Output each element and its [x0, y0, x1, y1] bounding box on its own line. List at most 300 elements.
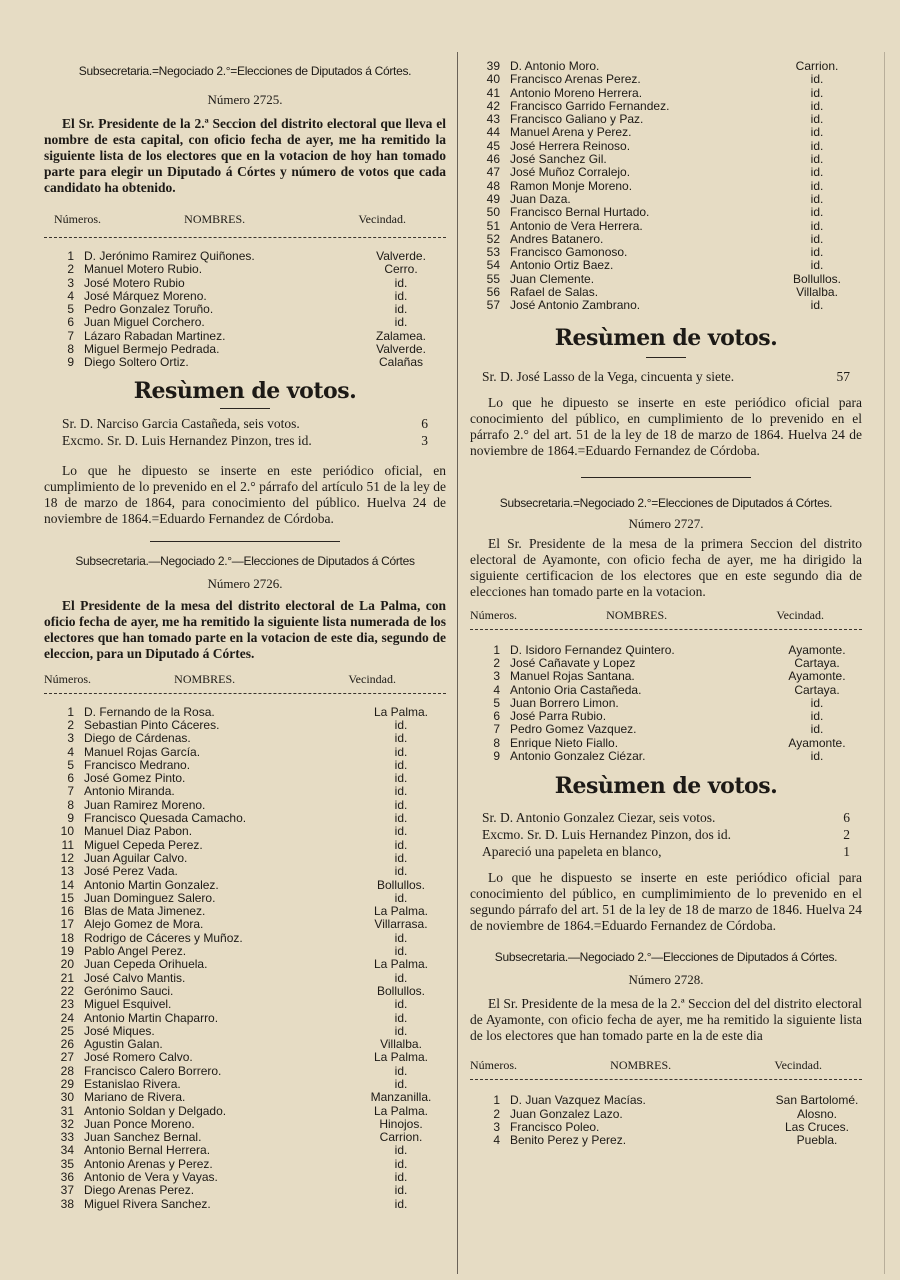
row-number: 41 — [486, 85, 500, 100]
row-number: 11 — [61, 837, 74, 852]
elector-vecindad: id. — [394, 944, 408, 959]
elector-name: Estanislao Rivera. — [84, 1076, 181, 1091]
resumen-title: Resùmen de votos. — [554, 773, 778, 800]
vote-count: 2 — [843, 827, 850, 843]
row-number: 31 — [60, 1103, 74, 1118]
elector-name: Enrique Nieto Fiallo. — [510, 735, 619, 750]
elector-vecindad: id. — [394, 1063, 408, 1078]
elector-vecindad: id. — [394, 850, 408, 865]
table-row — [44, 263, 446, 276]
ornament-rule — [646, 357, 686, 358]
elector-name: Miguel Cepeda Perez. — [84, 837, 203, 852]
vote-count: 1 — [843, 844, 850, 860]
table-row — [44, 932, 446, 945]
elector-vecindad: id. — [810, 722, 824, 737]
elector-name: Miguel Esquivel. — [84, 997, 172, 1012]
elector-vecindad: Las Cruces. — [784, 1119, 850, 1134]
notice-2725 — [44, 64, 446, 527]
vote-summary — [470, 809, 862, 860]
table-row — [470, 670, 862, 683]
header-rule — [44, 693, 446, 694]
col-names: NOMBRES. — [610, 1058, 672, 1073]
elector-vecindad: id. — [394, 731, 408, 746]
row-number: 3 — [493, 669, 500, 684]
table-row — [44, 1091, 446, 1104]
elector-vecindad: id. — [810, 98, 824, 113]
elector-vecindad: id. — [394, 1196, 408, 1211]
table-row — [44, 356, 446, 369]
elector-name: Rodrigo de Cáceres y Muñoz. — [84, 930, 243, 945]
table-row — [470, 299, 862, 312]
elector-name: Miguel Bermejo Pedrada. — [84, 342, 220, 357]
elector-name: Juan Ramirez Moreno. — [84, 797, 206, 812]
elector-vecindad: Cartaya. — [794, 655, 840, 670]
row-number: 26 — [60, 1037, 74, 1052]
table-header — [44, 212, 446, 227]
table-row — [44, 1038, 446, 1051]
elector-name: Antonio Ortiz Baez. — [510, 258, 614, 273]
elector-name: Alejo Gomez de Mora. — [84, 917, 204, 932]
elector-vecindad: id. — [810, 695, 824, 710]
table-row — [44, 905, 446, 918]
elector-vecindad: Bollullos. — [792, 271, 842, 286]
table-row — [44, 985, 446, 998]
elector-name: Francisco Garrido Fernandez. — [510, 98, 670, 113]
row-number: 8 — [67, 342, 74, 357]
elector-vecindad: Zalamea. — [375, 328, 427, 343]
table-row — [44, 1144, 446, 1157]
notice-intro: El Presidente de la mesa del distrito electoral de La Palma, con oficio fecha de ayer, me ha remitido la siguiente lista numerada de los electores que han tomado parte en la votacion de este dia, segundo de eleccion, para un Diputado á Córtes. — [44, 597, 446, 661]
notice-header: Subsecretaria.=Negociado 2.°=Elecciones de Diputados á Córtes. — [499, 495, 833, 510]
elector-vecindad: id. — [394, 811, 408, 826]
row-number: 14 — [60, 877, 74, 892]
table-row — [470, 697, 862, 710]
elector-vecindad: La Palma. — [373, 1050, 429, 1065]
col-names: NOMBRES. — [174, 671, 236, 686]
elector-name: D. Juan Vazquez Macías. — [510, 1093, 646, 1108]
elector-name: Francisco Arenas Perez. — [510, 72, 641, 87]
row-number: 1 — [67, 704, 74, 719]
elector-vecindad: Alosno. — [796, 1106, 838, 1121]
table-row — [44, 1065, 446, 1078]
elector-vecindad: id. — [394, 302, 408, 317]
elector-vecindad: Villalba. — [380, 1037, 422, 1052]
elector-name: José Gomez Pinto. — [84, 771, 186, 786]
col-numbers: Números. — [54, 212, 101, 226]
elector-vecindad: id. — [394, 890, 408, 905]
elector-name: D. Fernando de la Rosa. — [84, 704, 215, 719]
elector-name: José Muñoz Corralejo. — [510, 165, 631, 180]
row-number: 4 — [493, 682, 500, 697]
notice-closing: Lo que he dipuesto se inserte en este periódico oficial para conocimiento del público, en cumplimiento de lo prevenido en el párrafo 2.° del art. 51 de la ley de 18 de marzo de 1864. Huelva 24 de noviembre de 1864.=Eduardo Fernandez de Córdoba. — [470, 394, 862, 458]
elector-vecindad: La Palma. — [373, 904, 429, 919]
row-number: 1 — [493, 642, 500, 657]
elector-vecindad: id. — [810, 178, 824, 193]
col-names: NOMBRES. — [184, 212, 246, 226]
table-row — [470, 113, 862, 126]
table-row — [44, 1078, 446, 1091]
elector-name: Antonio de Vera Herrera. — [510, 218, 643, 233]
elector-vecindad: Carrion. — [795, 59, 839, 73]
row-number: 35 — [60, 1156, 74, 1171]
row-number: 24 — [60, 1010, 74, 1025]
elector-name: Juan Cepeda Orihuela. — [84, 957, 208, 972]
row-number: 5 — [493, 695, 500, 710]
table-row — [470, 220, 862, 233]
elector-name: José Cañavate y Lopez — [510, 655, 636, 670]
elector-name: Pablo Angel Perez. — [84, 944, 187, 959]
notice-number: Número 2726. — [207, 575, 283, 591]
table-row — [44, 732, 446, 745]
elector-vecindad: id. — [394, 824, 408, 839]
elector-name: José Romero Calvo. — [84, 1050, 193, 1065]
table-row — [470, 723, 862, 736]
vote-line — [482, 826, 850, 843]
candidate-votes: Sr. D. Antonio Gonzalez Ciezar, seis votos. — [482, 810, 716, 826]
row-number: 1 — [67, 249, 74, 263]
elector-name: Blas de Mata Jimenez. — [84, 904, 206, 919]
elector-vecindad: id. — [394, 1170, 408, 1185]
row-number: 2 — [493, 655, 500, 670]
elector-vecindad: Bollullos. — [376, 877, 426, 892]
table-row — [470, 60, 862, 73]
table-header — [470, 608, 862, 623]
table-row — [470, 657, 862, 670]
notice-2726 — [44, 554, 446, 1211]
table-header — [44, 672, 446, 687]
col-vecindad: Vecindad. — [358, 212, 406, 226]
elector-name: José Parra Rubio. — [510, 709, 607, 724]
elector-name: Francisco Quesada Camacho. — [84, 811, 247, 826]
elector-name: Manuel Rojas García. — [84, 744, 201, 759]
row-number: 47 — [486, 165, 500, 180]
row-number: 13 — [60, 864, 74, 879]
elector-name: Antonio Bernal Herrera. — [84, 1143, 211, 1158]
elector-name: Antonio Miranda. — [84, 784, 175, 799]
table-row — [44, 1051, 446, 1064]
col-vecindad: Vecindad. — [774, 1058, 822, 1073]
elector-name: Juan Ponce Moreno. — [84, 1116, 195, 1131]
elector-name: Diego Arenas Perez. — [84, 1183, 195, 1198]
row-number: 49 — [486, 191, 500, 206]
elector-name: Benito Perez y Perez. — [510, 1133, 627, 1148]
elector-name: Andres Batanero. — [510, 231, 604, 246]
row-number: 19 — [60, 944, 74, 959]
elector-vecindad: id. — [394, 757, 408, 772]
elector-vecindad: id. — [810, 138, 824, 153]
vote-summary — [470, 368, 862, 385]
elector-table — [44, 250, 446, 370]
table-row — [44, 865, 446, 878]
col-numbers: Números. — [470, 607, 517, 622]
right-edge-rule — [884, 52, 885, 1274]
table-row — [44, 1184, 446, 1197]
elector-vecindad: id. — [394, 970, 408, 985]
row-number: 27 — [60, 1050, 74, 1065]
elector-vecindad: id. — [810, 749, 824, 764]
table-row — [470, 273, 862, 286]
elector-name: Juan Dominguez Salero. — [84, 890, 216, 905]
elector-vecindad: Bollullos. — [376, 983, 426, 998]
elector-vecindad: id. — [394, 275, 408, 290]
row-number: 22 — [60, 983, 74, 998]
row-number: 34 — [60, 1143, 74, 1158]
row-number: 9 — [67, 811, 74, 826]
elector-vecindad: Puebla. — [796, 1133, 838, 1148]
elector-name: Juan Gonzalez Lazo. — [510, 1106, 623, 1121]
row-number: 44 — [486, 125, 500, 140]
elector-vecindad: Manzanilla. — [370, 1090, 432, 1105]
row-number: 2 — [67, 262, 74, 277]
row-number: 20 — [60, 957, 74, 972]
elector-vecindad: Cerro. — [384, 262, 418, 277]
table-row — [44, 1198, 446, 1211]
elector-vecindad: Villarrasa. — [374, 917, 428, 932]
row-number: 48 — [486, 178, 500, 193]
elector-name: Pedro Gonzalez Toruño. — [84, 302, 214, 317]
notice-intro: El Sr. Presidente de la 2.ª Seccion del distrito electoral que lleva el nombre de esta capital, con oficio fecha de ayer, me ha remitido la siguiente lista de los electores que en la votacion de hoy han tomado parte para elegir un Diputado á Córtes y número de votos que cada candidato ha obtenido. — [44, 116, 446, 195]
elector-name: D. Jerónimo Ramirez Quiñones. — [84, 249, 255, 263]
row-number: 33 — [60, 1130, 74, 1145]
table-row — [470, 180, 862, 193]
ornament-rule — [220, 408, 270, 409]
col-vecindad: Vecindad. — [776, 607, 824, 622]
elector-vecindad: Valverde. — [376, 249, 426, 263]
elector-vecindad: Carrion. — [379, 1130, 423, 1145]
table-row — [470, 140, 862, 153]
table-row — [470, 233, 862, 246]
col-names: NOMBRES. — [606, 607, 668, 622]
elector-name: Pedro Gomez Vazquez. — [510, 722, 637, 737]
elector-name: José Perez Vada. — [84, 864, 178, 879]
notice-number: Número 2725. — [207, 92, 283, 107]
table-row — [44, 772, 446, 785]
row-number: 28 — [60, 1063, 74, 1078]
elector-name: Diego Soltero Ortiz. — [84, 355, 189, 370]
elector-vecindad: id. — [810, 125, 824, 140]
elector-name: Mariano de Rivera. — [84, 1090, 186, 1105]
table-row — [44, 958, 446, 971]
elector-name: Antonio Martin Gonzalez. — [84, 877, 219, 892]
elector-name: Francisco Medrano. — [84, 757, 191, 772]
table-row — [470, 710, 862, 723]
row-number: 21 — [60, 970, 74, 985]
table-row — [44, 1171, 446, 1184]
row-number: 52 — [486, 231, 500, 246]
row-number: 18 — [60, 930, 74, 945]
table-row — [470, 286, 862, 299]
elector-name: Manuel Arena y Perez. — [510, 125, 632, 140]
elector-name: Agustin Galan. — [84, 1037, 163, 1052]
row-number: 57 — [486, 298, 500, 313]
table-header — [470, 1058, 862, 1073]
elector-vecindad: La Palma. — [373, 704, 429, 719]
elector-table — [470, 1094, 862, 1147]
elector-name: Rafael de Salas. — [510, 285, 599, 300]
table-row — [44, 250, 446, 263]
elector-vecindad: Ayamonte. — [788, 642, 846, 657]
table-row — [44, 343, 446, 356]
row-number: 32 — [60, 1116, 74, 1131]
vote-line — [62, 415, 428, 432]
elector-name: Francisco Poleo. — [510, 1119, 600, 1134]
row-number: 1 — [493, 1093, 500, 1108]
elector-vecindad: id. — [810, 231, 824, 246]
table-row — [44, 330, 446, 343]
elector-name: Juan Clemente. — [510, 271, 595, 286]
table-row — [470, 100, 862, 113]
table-row — [470, 1134, 862, 1147]
table-row — [44, 1118, 446, 1131]
row-number: 40 — [486, 72, 500, 87]
elector-name: Miguel Rivera Sanchez. — [84, 1196, 211, 1211]
elector-name: Antonio Soldan y Delgado. — [84, 1103, 227, 1118]
table-row — [44, 746, 446, 759]
table-row — [470, 87, 862, 100]
row-number: 25 — [60, 1023, 74, 1038]
table-row — [470, 166, 862, 179]
col-vecindad: Vecindad. — [348, 671, 396, 686]
elector-table-continued — [470, 60, 862, 313]
table-row — [44, 799, 446, 812]
elector-name: Antonio Martin Chaparro. — [84, 1010, 219, 1025]
col-numbers: Números. — [44, 671, 91, 686]
row-number: 8 — [67, 797, 74, 812]
row-number: 37 — [60, 1183, 74, 1198]
elector-vecindad: Ayamonte. — [788, 735, 846, 750]
notice-header: Subsecretaria.=Negociado 2.°=Elecciones de Diputados á Córtes. — [78, 64, 412, 78]
elector-table — [44, 706, 446, 1211]
elector-name: Antonio Moreno Herrera. — [510, 85, 643, 100]
table-row — [44, 879, 446, 892]
elector-name: Antonio de Vera y Vayas. — [84, 1170, 218, 1185]
table-row — [470, 1094, 862, 1107]
vote-count: 3 — [421, 432, 428, 448]
elector-name: José Sanchez Gil. — [510, 152, 607, 167]
row-number: 4 — [493, 1133, 500, 1148]
row-number: 42 — [486, 98, 500, 113]
table-row — [470, 153, 862, 166]
row-number: 12 — [60, 850, 74, 865]
row-number: 7 — [493, 722, 500, 737]
elector-name: José Motero Rubio — [84, 275, 185, 290]
table-row — [44, 719, 446, 732]
header-rule — [470, 629, 862, 630]
elector-vecindad: id. — [394, 1183, 408, 1198]
elector-vecindad: id. — [394, 997, 408, 1012]
table-row — [470, 737, 862, 750]
elector-vecindad: id. — [810, 72, 824, 87]
table-row — [470, 126, 862, 139]
elector-vecindad: Hinojos. — [379, 1116, 423, 1131]
column-divider — [457, 52, 458, 1274]
row-number: 46 — [486, 152, 500, 167]
notice-header: Subsecretaria.—Negociado 2.°—Elecciones de Diputados á Córtes — [75, 553, 415, 568]
table-row — [44, 825, 446, 838]
candidate-votes: Excmo. Sr. D. Luis Hernandez Pinzon, tres id. — [62, 432, 312, 448]
header-rule — [44, 237, 446, 238]
elector-name: Antonio Oria Castañeda. — [510, 682, 642, 697]
row-number: 4 — [67, 744, 74, 759]
elector-vecindad: id. — [394, 1076, 408, 1091]
row-number: 2 — [493, 1106, 500, 1121]
row-number: 29 — [60, 1076, 74, 1091]
row-number: 15 — [60, 890, 74, 905]
row-number: 9 — [493, 749, 500, 764]
elector-table — [470, 644, 862, 764]
candidate-votes: Excmo. Sr. D. Luis Hernandez Pinzon, dos id. — [482, 827, 731, 843]
table-row — [44, 812, 446, 825]
elector-vecindad: id. — [810, 191, 824, 206]
notice-closing: Lo que he dispuesto se inserte en este periódico oficial para conocimiento del público, en cumplimimiento de lo prevenido en el segundo párrafo del art. 51 de la ley de 18 de marzo de 1846. Huelva 24 de noviembre de 1864.=Eduardo Fernandez de Córdoba. — [470, 870, 862, 934]
elector-name: Francisco Galiano y Paz. — [510, 112, 644, 127]
table-row — [470, 1121, 862, 1134]
vote-count: 6 — [421, 415, 428, 431]
right-column — [470, 60, 862, 1148]
elector-vecindad: La Palma. — [373, 1103, 429, 1118]
row-number: 6 — [67, 771, 74, 786]
elector-name: Juan Borrero Limon. — [510, 695, 619, 710]
row-number: 8 — [493, 735, 500, 750]
elector-name: Juan Daza. — [510, 191, 571, 206]
vote-line — [482, 843, 850, 860]
table-row — [44, 277, 446, 290]
elector-name: Juan Miguel Corchero. — [84, 315, 205, 330]
notice-number: Número 2727. — [628, 515, 704, 531]
row-number: 53 — [486, 245, 500, 260]
elector-name: D. Isidoro Fernandez Quintero. — [510, 642, 675, 657]
table-row — [44, 1105, 446, 1118]
elector-vecindad: id. — [394, 930, 408, 945]
notice-header: Subsecretaria.—Negociado 2.°—Elecciones de Diputados á Córtes. — [494, 950, 838, 965]
elector-name: Manuel Motero Rubio. — [84, 262, 203, 277]
elector-name: José Calvo Mantis. — [84, 970, 186, 985]
table-row — [44, 972, 446, 985]
elector-vecindad: id. — [394, 837, 408, 852]
elector-vecindad: id. — [810, 112, 824, 127]
elector-name: Ramon Monje Moreno. — [510, 178, 633, 193]
vote-summary — [44, 415, 446, 449]
table-row — [470, 644, 862, 657]
elector-vecindad: id. — [394, 315, 408, 330]
row-number: 45 — [486, 138, 500, 153]
table-row — [470, 193, 862, 206]
elector-name: D. Antonio Moro. — [510, 59, 600, 73]
elector-vecindad: id. — [810, 258, 824, 273]
table-row — [44, 706, 446, 719]
vote-line — [482, 809, 850, 826]
notice-2727 — [470, 496, 862, 935]
elector-vecindad: Calañas — [378, 355, 424, 370]
elector-name: Juan Aguilar Calvo. — [84, 850, 188, 865]
elector-name: Antonio Gonzalez Ciézar. — [510, 749, 646, 764]
row-number: 50 — [486, 205, 500, 220]
row-number: 4 — [67, 288, 74, 303]
left-column — [44, 58, 446, 1211]
elector-name: Antonio Arenas y Perez. — [84, 1156, 213, 1171]
vote-line — [482, 368, 850, 385]
table-row — [44, 839, 446, 852]
elector-vecindad: id. — [810, 298, 824, 313]
elector-vecindad: id. — [394, 864, 408, 879]
table-row — [44, 1025, 446, 1038]
notice-intro: El Sr. Presidente de la mesa de la 2.ª Seccion del del distrito electoral de Ayamonte, con oficio fecha de ayer, me ha remitido la siguiente lista de los electores que han tomado parte en la de este dia — [470, 996, 862, 1044]
candidate-votes: Sr. D. José Lasso de la Vega, cincuenta y siete. — [482, 368, 735, 384]
elector-name: Gerónimo Sauci. — [84, 983, 174, 998]
resumen-title: Resùmen de votos. — [133, 377, 357, 404]
section-divider — [581, 477, 751, 478]
elector-vecindad: id. — [394, 797, 408, 812]
